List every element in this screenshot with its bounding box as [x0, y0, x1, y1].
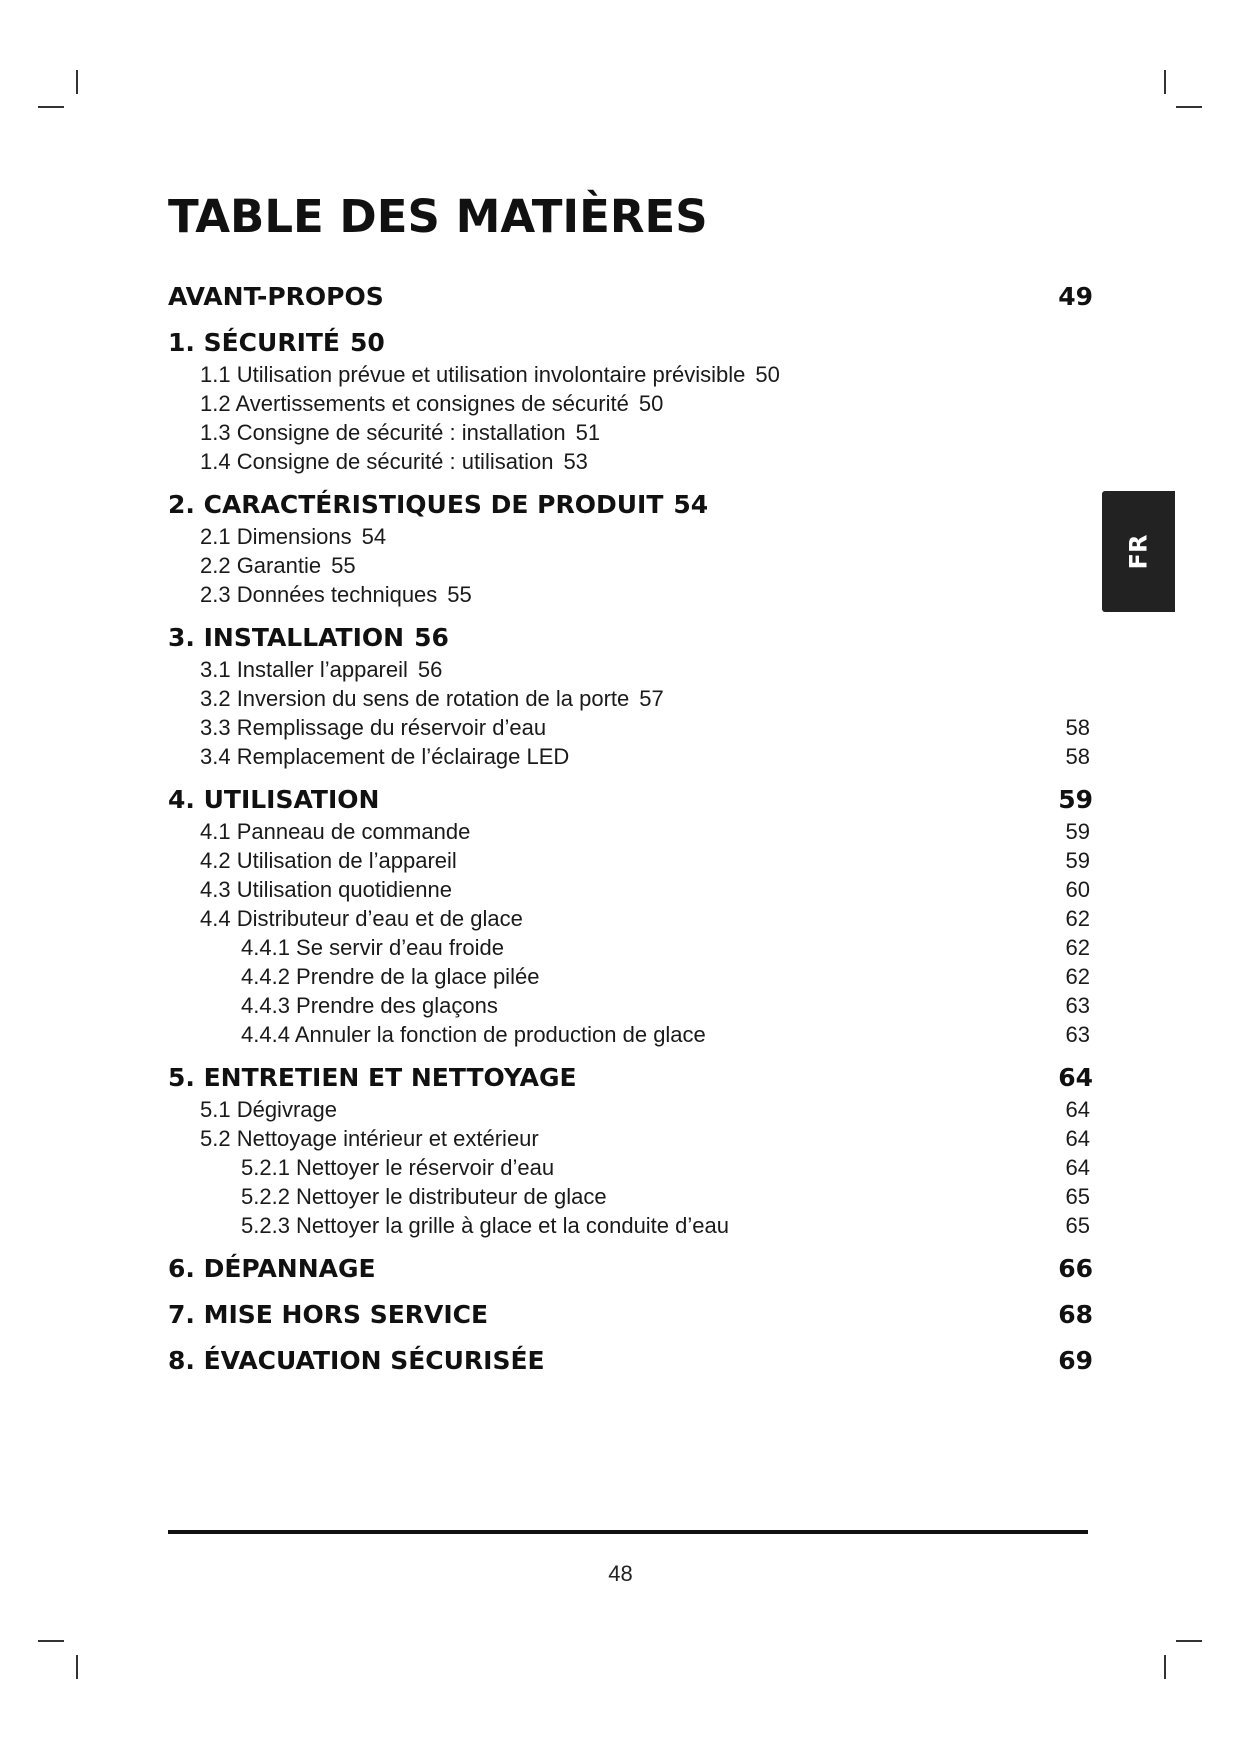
toc-entry[interactable]	[168, 817, 1093, 846]
toc-entry-label: 3.1 Installer l’appareil	[200, 657, 408, 682]
toc-entry[interactable]	[168, 991, 1093, 1020]
toc-heading-label: 6. DÉPANNAGE	[168, 1254, 376, 1283]
toc-entry-page: 62	[1065, 964, 1090, 989]
toc-entry-page: 55	[447, 582, 472, 607]
toc-entry-page: 60	[1065, 877, 1090, 902]
page-number: 48	[608, 1561, 633, 1586]
toc-entry-left	[241, 933, 504, 962]
toc-entry[interactable]	[168, 875, 1093, 904]
toc-entry-page: 62	[1065, 906, 1090, 931]
toc-heading-page: 56	[414, 623, 449, 652]
toc-entry-left	[200, 360, 780, 389]
toc-entry-page: 59	[1065, 848, 1090, 873]
toc-entry[interactable]	[168, 1182, 1093, 1211]
crop-mark	[1164, 70, 1166, 94]
page-title: TABLE DES MATIÈRES	[168, 190, 708, 243]
toc-entry-label: 2.3 Données techniques	[200, 582, 438, 607]
toc-entry-left	[200, 447, 588, 476]
toc-entry-label: 5.2.1 Nettoyer le réservoir d’eau	[241, 1155, 555, 1180]
toc-entry-left	[200, 846, 457, 875]
toc-heading-page: 64	[1058, 1063, 1093, 1092]
toc-entry-label: 4.4.4 Annuler la fonction de production de glace	[241, 1022, 706, 1047]
toc-entry[interactable]	[168, 1095, 1093, 1124]
toc-entry-label: 3.4 Remplacement de l’éclairage LED	[200, 744, 570, 769]
toc-entry[interactable]	[168, 1124, 1093, 1153]
toc-entry-page: 65	[1065, 1184, 1090, 1209]
toc-entry-left	[241, 991, 498, 1020]
toc-entry-page: 59	[1065, 819, 1090, 844]
toc-entry-label: 4.3 Utilisation quotidienne	[200, 877, 452, 902]
toc-entry-label: 4.1 Panneau de commande	[200, 819, 471, 844]
toc-entry-left	[200, 875, 452, 904]
toc-entry-left	[200, 713, 546, 742]
toc-entry-label: 4.4.2 Prendre de la glace pilée	[241, 964, 540, 989]
toc-entry-page: 53	[563, 449, 588, 474]
toc-entry[interactable]	[168, 1211, 1093, 1240]
toc-heading-label: 5. ENTRETIEN ET NETTOYAGE	[168, 1063, 577, 1092]
footer-divider	[168, 1530, 1088, 1534]
toc-entry-left	[200, 551, 356, 580]
toc-entry[interactable]	[168, 742, 1093, 771]
toc-entry-label: 5.1 Dégivrage	[200, 1097, 337, 1122]
toc-heading-page: 54	[673, 490, 709, 519]
toc-entry-label: 1.1 Utilisation prévue et utilisation involontaire prévisible	[200, 362, 746, 387]
toc-entry-page: 57	[639, 686, 664, 711]
toc-heading[interactable]	[168, 621, 1093, 655]
toc-entry[interactable]	[168, 551, 1093, 580]
toc-entry-label: 1.2 Avertissements et consignes de sécurité	[200, 391, 629, 416]
toc-heading-left	[168, 280, 384, 314]
toc-heading-page: 49	[1058, 282, 1093, 311]
toc-entry[interactable]	[168, 846, 1093, 875]
toc-heading-left	[168, 1344, 545, 1378]
toc-heading-label: 3. INSTALLATION	[168, 623, 405, 652]
toc-entry-page: 50	[638, 391, 664, 416]
toc-entry-page: 63	[1065, 993, 1090, 1018]
toc-heading-left	[168, 1298, 488, 1332]
toc-heading[interactable]	[168, 488, 1093, 522]
toc-entry-page: 62	[1065, 935, 1090, 960]
toc-entry-left	[200, 742, 569, 771]
toc-entry-left	[200, 1095, 337, 1124]
toc-heading[interactable]	[168, 1252, 1093, 1286]
toc-entry-page: 63	[1065, 1022, 1090, 1047]
language-tab	[1102, 491, 1175, 612]
toc-entry[interactable]	[168, 418, 1093, 447]
toc-heading-page: 68	[1058, 1300, 1093, 1329]
toc-entry-left	[200, 1124, 539, 1153]
toc-entry-label: 4.4.1 Se servir d’eau froide	[241, 935, 504, 960]
toc-entry[interactable]	[168, 1153, 1093, 1182]
toc-section	[168, 1252, 1093, 1286]
toc-entry[interactable]	[168, 389, 1093, 418]
crop-mark	[76, 70, 78, 94]
toc-entry-label: 2.2 Garantie	[200, 553, 322, 578]
toc-entry-page: 58	[1065, 744, 1090, 769]
toc-heading[interactable]	[168, 783, 1093, 817]
toc-entry-page: 58	[1065, 715, 1090, 740]
toc-heading-label: 7. MISE HORS SERVICE	[168, 1300, 489, 1329]
toc-entry-page: 54	[361, 524, 387, 549]
toc-entry-left	[200, 580, 472, 609]
toc-heading-label: 1. SÉCURITÉ	[168, 328, 341, 357]
toc-entry[interactable]	[168, 655, 1093, 684]
crop-mark	[1176, 1640, 1202, 1642]
toc-entry-page: 56	[417, 657, 443, 682]
toc-entry[interactable]	[168, 580, 1093, 609]
toc-entry-label: 5.2.2 Nettoyer le distributeur de glace	[241, 1184, 607, 1209]
language-tab-label: FR	[1124, 534, 1153, 569]
toc-entry-left	[241, 1020, 706, 1049]
table-of-contents	[168, 280, 1093, 1390]
toc-entry-page: 64	[1065, 1097, 1090, 1122]
toc-entry-label: 4.4.3 Prendre des glaçons	[241, 993, 498, 1018]
toc-entry-label: 3.2 Inversion du sens de rotation de la porte	[200, 686, 630, 711]
toc-heading-label: AVANT-PROPOS	[168, 282, 384, 311]
toc-heading-left	[168, 1252, 376, 1286]
toc-heading-left	[168, 488, 708, 522]
toc-heading[interactable]	[168, 280, 1093, 314]
toc-entry[interactable]	[168, 684, 1093, 713]
toc-heading-left	[168, 783, 379, 817]
toc-heading-page: 69	[1058, 1346, 1093, 1375]
toc-entry-left	[200, 817, 470, 846]
toc-entry-left	[241, 962, 539, 991]
toc-heading[interactable]	[168, 326, 1093, 360]
toc-entry-left	[241, 1153, 554, 1182]
toc-heading[interactable]	[168, 1298, 1093, 1332]
toc-entry-page: 64	[1065, 1155, 1090, 1180]
toc-heading-left	[168, 621, 449, 655]
toc-section	[168, 1298, 1093, 1332]
toc-heading-label: 2. CARACTÉRISTIQUES DE PRODUIT	[168, 490, 664, 519]
toc-entry-left	[200, 418, 600, 447]
toc-heading-label: 4. UTILISATION	[168, 785, 380, 814]
toc-entry-left	[200, 655, 442, 684]
toc-entry-label: 4.4 Distributeur d’eau et de glace	[200, 906, 523, 931]
toc-entry-page: 65	[1065, 1213, 1090, 1238]
toc-entry[interactable]	[168, 962, 1093, 991]
toc-entry-left	[200, 389, 663, 418]
toc-heading-page: 66	[1058, 1254, 1093, 1283]
toc-entry[interactable]	[168, 360, 1093, 389]
toc-entry-left	[241, 1211, 729, 1240]
toc-section	[168, 783, 1093, 1049]
toc-entry[interactable]	[168, 447, 1093, 476]
toc-entry[interactable]	[168, 713, 1093, 742]
toc-section	[168, 1344, 1093, 1378]
toc-entry-page: 51	[575, 420, 601, 445]
toc-entry[interactable]	[168, 1020, 1093, 1049]
toc-entry-label: 4.2 Utilisation de l’appareil	[200, 848, 457, 873]
toc-entry-page: 55	[331, 553, 356, 578]
toc-heading-page: 59	[1058, 785, 1093, 814]
toc-heading-page: 50	[350, 328, 385, 357]
toc-entry-left	[200, 684, 664, 713]
crop-mark	[1164, 1655, 1166, 1679]
toc-entry-left	[200, 904, 523, 933]
toc-entry[interactable]	[168, 933, 1093, 962]
toc-entry-label: 5.2 Nettoyage intérieur et extérieur	[200, 1126, 539, 1151]
toc-entry-label: 3.3 Remplissage du réservoir d’eau	[200, 715, 547, 740]
toc-section	[168, 488, 1093, 609]
toc-entry-label: 2.1 Dimensions	[200, 524, 352, 549]
toc-entry-left	[241, 1182, 607, 1211]
crop-mark	[1176, 106, 1202, 108]
toc-section	[168, 326, 1093, 476]
toc-section	[168, 1061, 1093, 1240]
toc-heading-label: 8. ÉVACUATION SÉCURISÉE	[168, 1346, 545, 1375]
toc-entry-left	[200, 522, 386, 551]
toc-section	[168, 280, 1093, 314]
toc-entry-page: 50	[755, 362, 780, 387]
toc-entry[interactable]	[168, 904, 1093, 933]
toc-heading-left	[168, 326, 385, 360]
crop-mark	[76, 1655, 78, 1679]
crop-mark	[38, 1640, 64, 1642]
toc-entry-page: 64	[1065, 1126, 1090, 1151]
toc-entry-label: 1.4 Consigne de sécurité : utilisation	[200, 449, 554, 474]
toc-entry-label: 1.3 Consigne de sécurité : installation	[200, 420, 566, 445]
crop-mark	[38, 106, 64, 108]
toc-heading[interactable]	[168, 1344, 1093, 1378]
toc-heading[interactable]	[168, 1061, 1093, 1095]
toc-entry[interactable]	[168, 522, 1093, 551]
toc-heading-left	[168, 1061, 577, 1095]
toc-section	[168, 621, 1093, 771]
toc-entry-label: 5.2.3 Nettoyer la grille à glace et la conduite d’eau	[241, 1213, 729, 1238]
